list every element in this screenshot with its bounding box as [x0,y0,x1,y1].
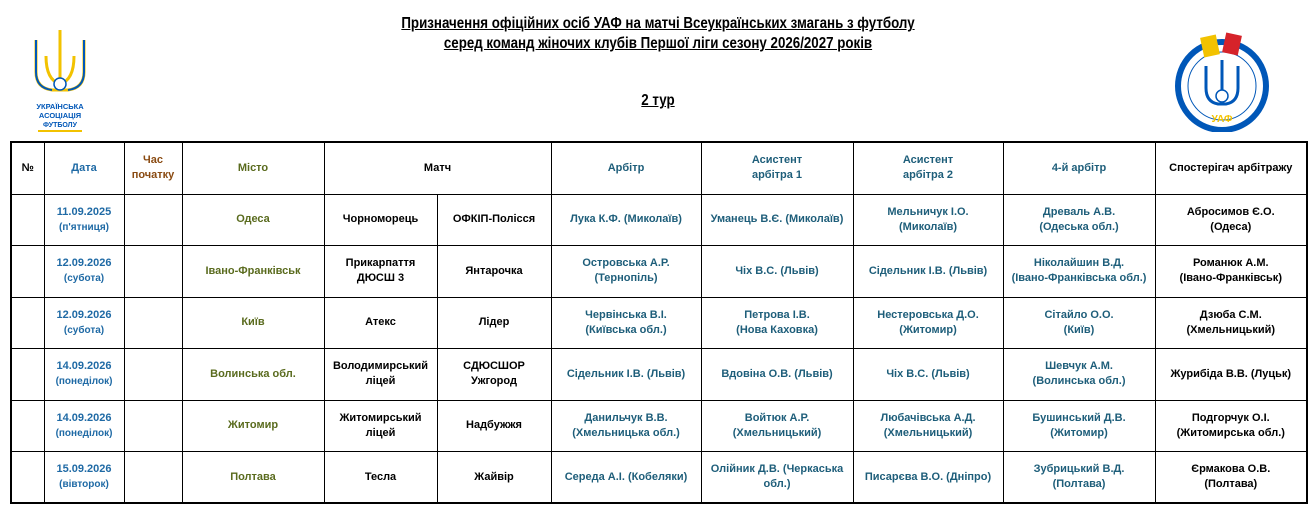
assistant2-cell [853,452,1003,504]
col-time: Час початку [124,142,182,194]
referee-cell-line: Лука К.Ф. (Миколаїв) [570,213,682,226]
referee-cell-line: Островська А.Р. [582,257,670,270]
fourth-official-cell-line: Бушинський Д.В. [1032,411,1126,424]
assistant2-cell-line: Чіх В.С. (Львів) [886,367,970,380]
col-assistant1 [701,142,853,194]
fourth-official-cell-line: (Житомир) [1050,426,1108,439]
referee-cell [551,194,701,246]
referee-cell [551,349,701,401]
assistant1-cell-line: обл.) [763,478,791,490]
away-team-cell [437,194,551,246]
date-value: 11.09.2025 [56,205,112,218]
fourth-official-cell [1003,452,1155,504]
away-team-cell [437,400,551,452]
assistant1-cell-line: Войтюк А.Р. [744,411,810,424]
date-cell [44,297,124,349]
away-team-cell-line: Жайвір [474,470,514,483]
table-body [11,194,1307,503]
col-num: № [11,142,44,194]
assistant1-cell [701,194,853,246]
away-team-cell [437,452,551,504]
away-team-cell [437,246,551,298]
assistant1-cell-line: (Нова Каховка) [736,323,818,336]
table-row [11,297,1307,349]
city-cell: Полтава [182,452,324,504]
away-team-cell-line: Надбужжя [466,419,522,432]
date-cell [44,452,124,504]
away-team-cell-line: Янтарочка [465,264,523,277]
svg-text:АСОЦІАЦІЯ: АСОЦІАЦІЯ [38,111,82,120]
fourth-official-cell-line: Древаль А.В. [1042,205,1116,218]
assistant2-cell [853,194,1003,246]
fourth-official-cell-line: (Київ) [1063,323,1095,336]
observer-cell-line: (Одеса) [1210,220,1252,233]
col-assistant2 [853,142,1003,194]
assistant2-cell [853,400,1003,452]
city-cell: Київ [182,297,324,349]
uaf-logo-text: УКРАЇНСЬКА [36,102,84,111]
home-team-cell-line: Атекс [365,316,396,329]
uaf-logo-icon [22,26,98,136]
away-team-cell-line: ОФКІП-Полісся [452,213,536,226]
city-cell: Одеса [182,194,324,246]
time-cell [124,400,182,452]
fourth-official-cell-line: Зубрицький В.Д. [1033,463,1125,475]
referee-cell-line: Данильчук В.В. [584,411,668,424]
assistant1-cell [701,349,853,401]
date-value: 15.09.2026 [56,463,112,475]
date-value: 14.09.2026 [56,360,112,373]
referee-cell-line: (Хмельницька обл.) [572,426,680,439]
fourth-official-cell-line: (Івано-Франківська обл.) [1011,272,1147,285]
assistant1-cell-line: Петрова І.В. [744,308,810,321]
observer-cell [1155,246,1307,298]
weekday-value: (понеділок) [55,427,113,439]
referee-cell [551,297,701,349]
city-cell: Івано-Франківськ [182,246,324,298]
fourth-official-cell [1003,246,1155,298]
time-cell [124,246,182,298]
col-assistant2-line2: арбітра 2 [902,169,954,182]
fourth-official-cell [1003,400,1155,452]
assistant1-cell [701,400,853,452]
referee-cell-line: Середа А.І. (Кобеляки) [564,470,688,483]
date-value: 14.09.2026 [56,411,112,424]
time-cell [124,452,182,504]
referee-committee-logo-icon [1168,32,1276,132]
col-assistant1-line1: Асистент [751,154,803,167]
col-fourth: 4-й арбітр [1003,142,1155,194]
time-cell [124,349,182,401]
weekday-value: (субота) [63,273,105,285]
weekday-value: (субота) [63,324,105,336]
fourth-official-cell-line: Ніколайшин В.Д. [1033,257,1125,270]
table-row [11,349,1307,401]
city-cell: Волинська обл. [182,349,324,401]
table-header-row [11,142,1307,194]
observer-cell [1155,194,1307,246]
home-team-cell-line: Прикарпаття [345,257,416,270]
assistant2-cell-line: Нестеровська Д.О. [877,308,979,321]
observer-cell-line: Романюк А.М. [1192,257,1269,270]
observer-cell [1155,297,1307,349]
away-team-cell [437,297,551,349]
observer-cell-line: Абросимов Є.О. [1186,205,1275,218]
assistant2-cell-line: Мельничук І.О. [887,205,969,218]
away-team-cell-line: Лідер [478,316,510,329]
row-num-cell [11,246,44,298]
fourth-official-cell [1003,349,1155,401]
assistant1-cell-line: Чіх В.С. (Львів) [735,264,819,277]
observer-cell-line: (Полтава) [1204,478,1258,490]
referee-cell-line: (Київська обл.) [585,323,667,336]
row-num-cell [11,349,44,401]
assistant2-cell-line: (Хмельницький) [883,426,973,439]
away-team-cell-line: СДЮСШОР [463,360,525,373]
observer-cell-line: (Івано-Франківськ) [1179,272,1282,285]
home-team-cell [324,400,437,452]
assistant2-cell-line: Писарєва В.О. (Дніпро) [864,470,992,483]
fourth-official-cell-line: (Полтава) [1052,478,1106,490]
table-row [11,452,1307,504]
home-team-cell-line: Чорноморець [342,213,419,226]
date-cell [44,194,124,246]
date-value: 12.09.2026 [56,257,112,270]
home-team-cell [324,349,437,401]
document-header [0,0,1316,140]
referee-cell [551,400,701,452]
home-team-cell-line: Тесла [364,470,397,483]
assistant2-cell [853,297,1003,349]
table-row [11,194,1307,246]
time-cell [124,194,182,246]
row-num-cell [11,452,44,504]
observer-cell [1155,400,1307,452]
date-cell [44,400,124,452]
assistant2-cell [853,349,1003,401]
observer-cell-line: (Хмельницький) [1186,323,1276,336]
assistant1-cell [701,452,853,504]
fourth-official-cell-line: Сітайло О.О. [1044,308,1114,321]
assistant2-cell-line: (Житомир) [899,323,957,336]
fourth-official-cell [1003,297,1155,349]
assistant1-cell [701,246,853,298]
assistant1-cell [701,297,853,349]
home-team-cell-line: Житомирський [339,411,422,424]
row-num-cell [11,400,44,452]
observer-cell [1155,452,1307,504]
col-assistant1-line2: арбітра 1 [751,169,803,182]
away-team-cell-line: Ужгород [471,375,517,388]
fourth-official-cell-line: Шевчук А.М. [1045,360,1113,373]
observer-cell-line: Дзюба С.М. [1199,308,1262,321]
document-title [300,14,1016,54]
home-team-cell [324,452,437,504]
observer-cell-line: Журибіда В.В. (Луцьк) [1170,367,1292,380]
home-team-cell-line: ліцей [365,426,396,439]
home-team-cell-line: Володимирський [332,360,429,373]
fourth-official-cell-line: (Волинська обл.) [1032,375,1126,388]
table-row [11,246,1307,298]
assistant1-cell-line: (Хмельницький) [732,426,822,439]
assistant1-cell-line: Олійник Д.В. (Черкаська [710,463,844,475]
referee-cell-line: Сідельник І.В. (Львів) [566,367,686,380]
assistant2-cell-line: Любачівська А.Д. [880,411,976,424]
home-team-cell [324,246,437,298]
observer-cell [1155,349,1307,401]
referee-cell-line: (Тернопіль) [594,272,658,285]
assistant1-cell-line: Вдовіна О.В. (Львів) [721,367,833,380]
officials-table [10,141,1308,504]
weekday-value: (понеділок) [55,376,113,388]
referee-cell [551,246,701,298]
city-cell: Житомир [182,400,324,452]
col-match: Матч [324,142,551,194]
date-cell [44,349,124,401]
referee-cell-line: Червінська В.І. [585,308,667,321]
referee-logo-bottom-text: УАФ [1211,114,1233,125]
weekday-value: (вівторок) [59,479,109,490]
fourth-official-cell-line: (Одеська обл.) [1039,220,1119,233]
observer-cell-line: Єрмакова О.В. [1191,463,1271,475]
col-assistant2-line1: Асистент [902,154,954,167]
assistant1-cell-line: Уманець В.Є. (Миколаїв) [710,213,844,226]
assistant2-cell-line: Сідельник І.В. (Львів) [868,264,988,277]
away-team-cell [437,349,551,401]
referee-cell [551,452,701,504]
round-label: 2 тур [641,92,675,109]
row-num-cell [11,297,44,349]
observer-cell-line: Подгорчук О.І. [1191,411,1270,424]
col-observer: Спостерігач арбітражу [1155,142,1307,194]
title-line-1: Призначення офіційних осіб УАФ на матчі Всеукраїнських змагань з футболу [401,15,915,32]
title-line-2: серед команд жіночих клубів Першої ліги сезону 2026/2027 років [443,35,873,52]
row-num-cell [11,194,44,246]
svg-text:ФУТБОЛУ: ФУТБОЛУ [43,122,77,129]
home-team-cell [324,297,437,349]
fourth-official-cell [1003,194,1155,246]
table-row [11,400,1307,452]
col-referee: Арбітр [551,142,701,194]
weekday-value: (п'ятниця) [59,221,109,233]
col-city: Місто [182,142,324,194]
assistant2-cell-line: (Миколаїв) [899,220,958,233]
home-team-cell [324,194,437,246]
assistant2-cell [853,246,1003,298]
date-value: 12.09.2026 [56,308,112,321]
observer-cell-line: (Житомирська обл.) [1176,426,1285,439]
time-cell [124,297,182,349]
col-date: Дата [44,142,124,194]
date-cell [44,246,124,298]
home-team-cell-line: ліцей [365,375,396,388]
home-team-cell-line: ДЮСШ 3 [356,272,405,285]
